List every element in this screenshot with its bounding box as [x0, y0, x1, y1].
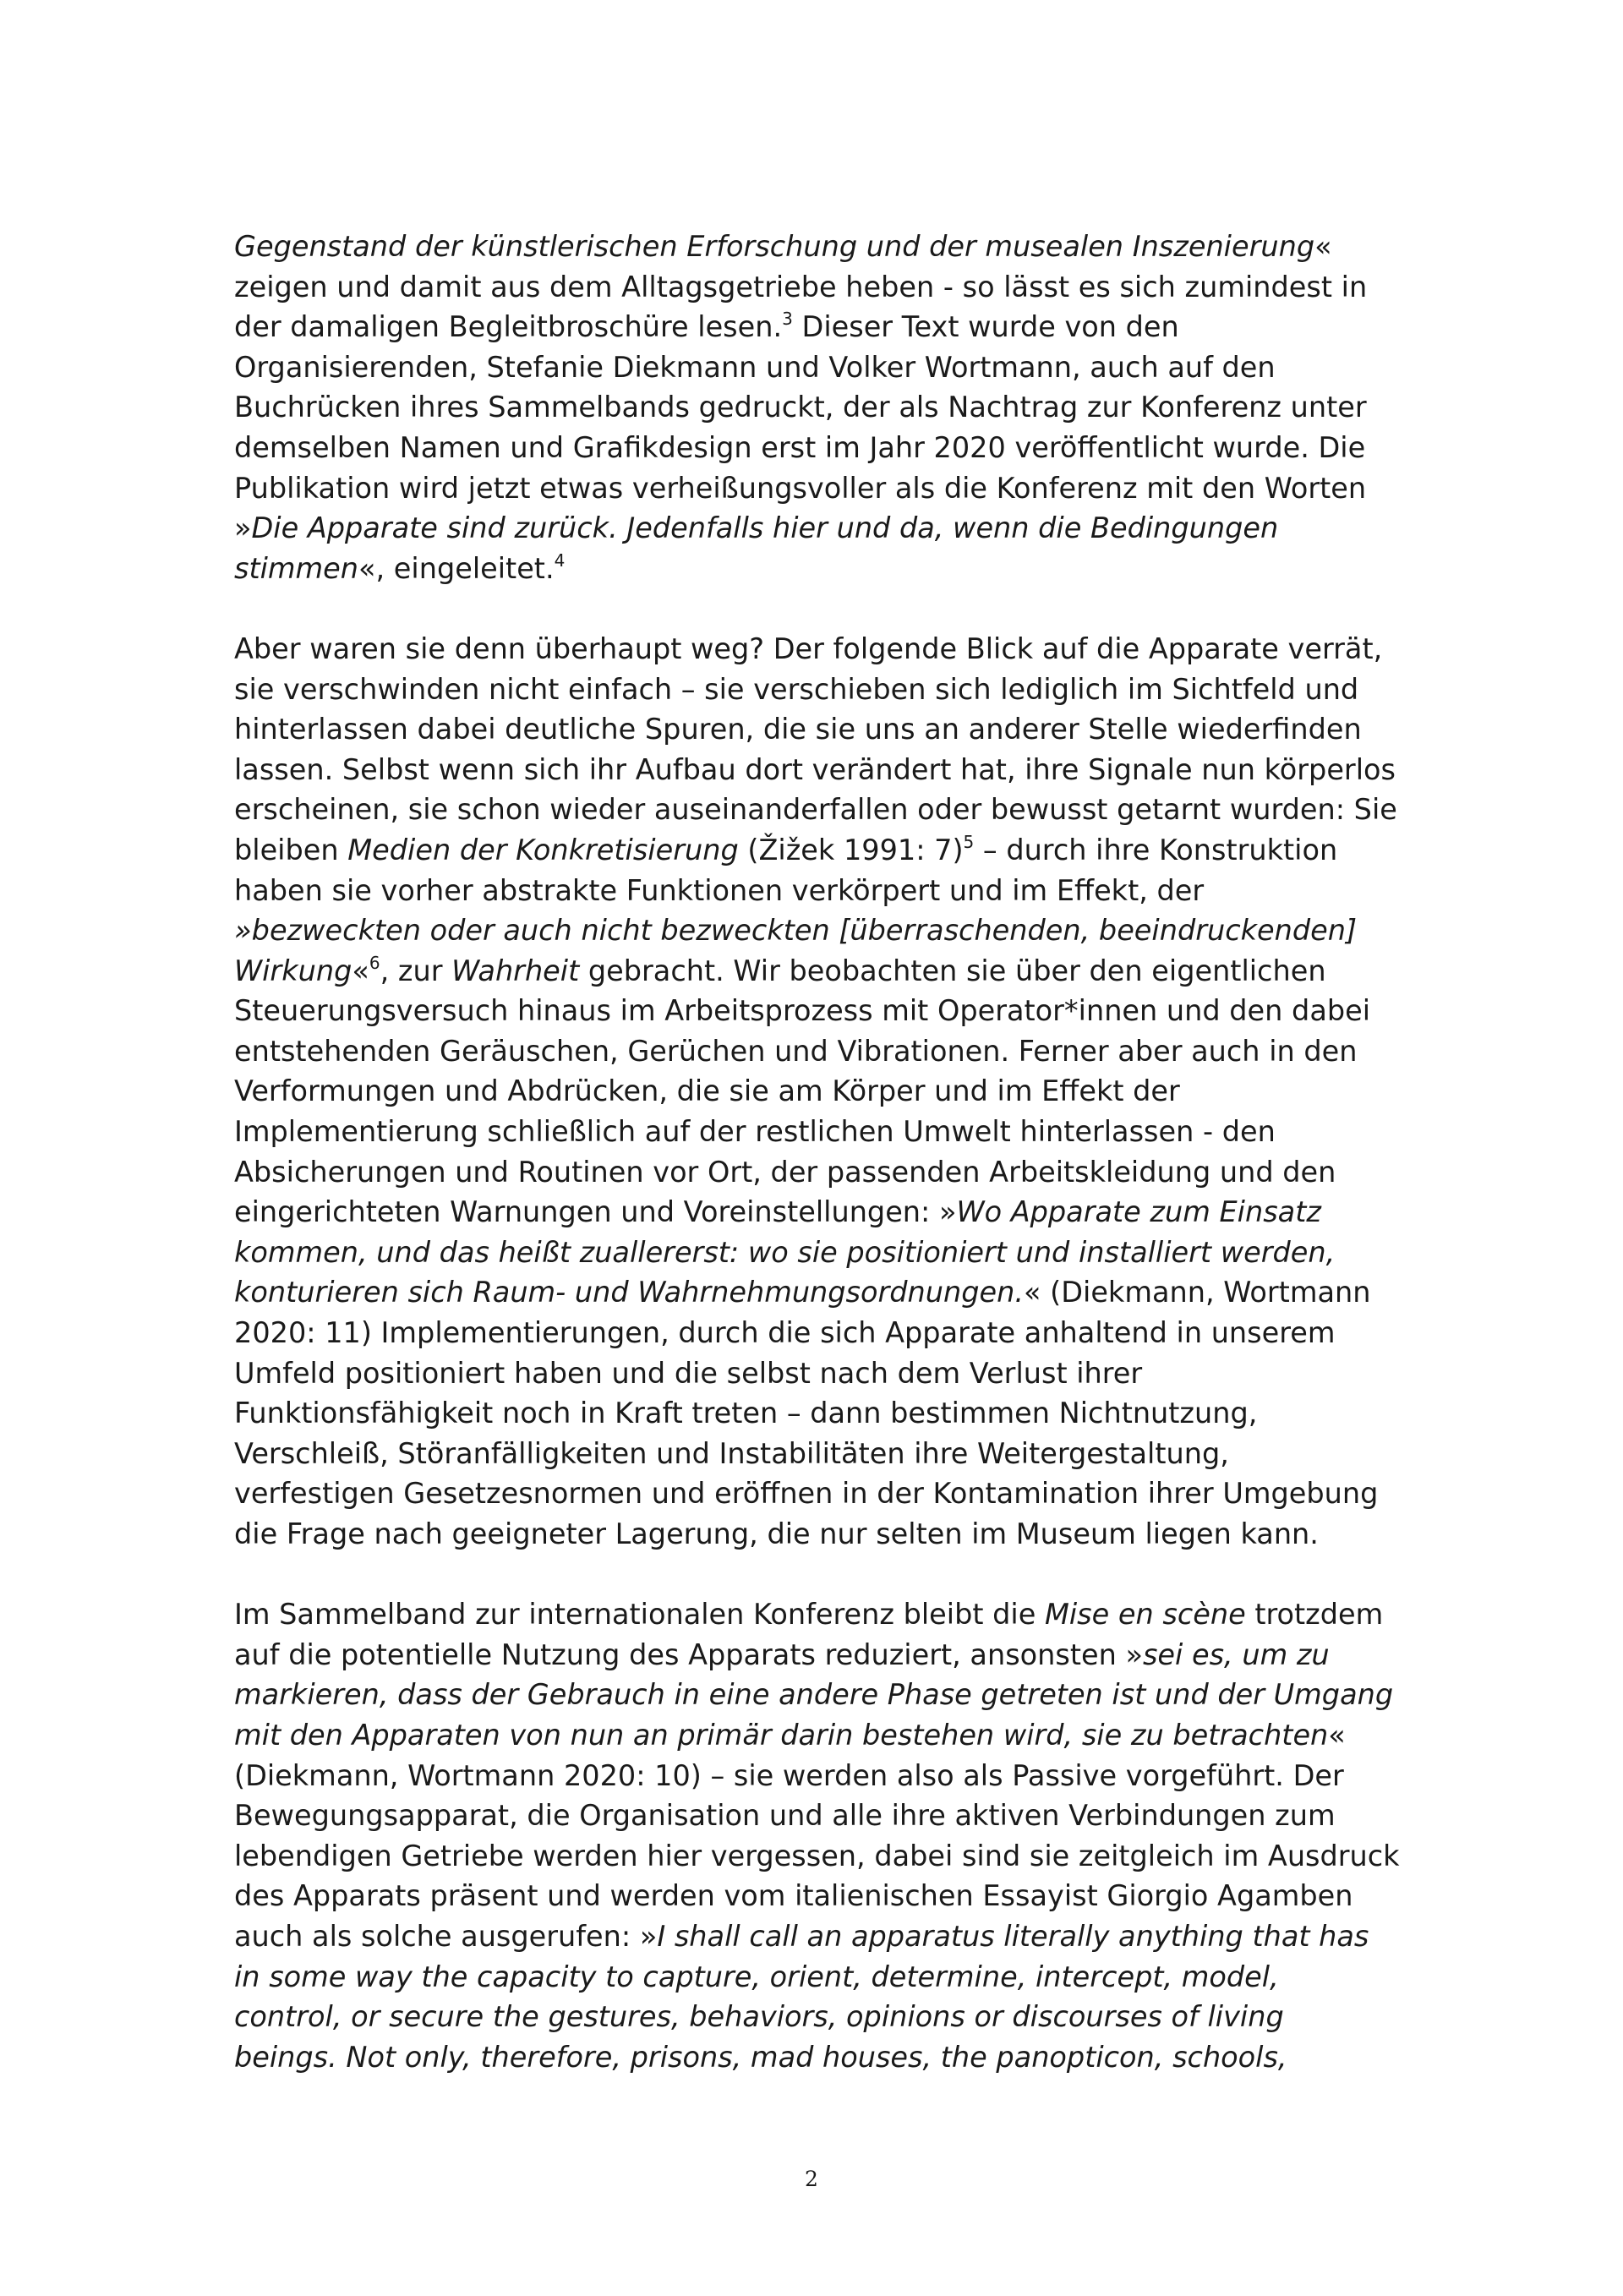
text-line — [234, 629, 1409, 670]
text-line — [234, 1836, 1409, 1877]
text-run: Umfeld positioniert haben und die selbst nach dem Verlust ihrer — [234, 1356, 1143, 1390]
italic-run: Wirkung — [234, 954, 352, 987]
text-line — [234, 1473, 1409, 1514]
text-run: Dieser Text wurde von den — [792, 310, 1179, 344]
text-line — [234, 1031, 1409, 1072]
text-run: eingerichteten Warnungen und Voreinstellungen: » — [234, 1195, 957, 1229]
text-line — [234, 1112, 1409, 1152]
text-line — [234, 1272, 1409, 1313]
text-run: zeigen und damit aus dem Alltagsgetriebe heben - so lässt es sich zumindest in — [234, 270, 1368, 303]
text-line — [234, 951, 1409, 992]
text-run: Bewegungsapparat, die Organisation und alle ihre aktiven Verbindungen zum — [234, 1799, 1336, 1833]
italic-run: konturieren sich Raum- und Wahrnehmungsordnungen. — [234, 1276, 1024, 1309]
paragraph — [234, 227, 1409, 588]
italic-run: Mise en scène — [1044, 1598, 1246, 1632]
text-line — [234, 1353, 1409, 1394]
text-run: auch als solche ausgerufen: » — [234, 1919, 658, 1953]
text-run: des Apparats präsent und werden vom italienischen Essayist Giorgio Agamben — [234, 1879, 1353, 1913]
text-line — [234, 468, 1409, 509]
text-line — [234, 750, 1409, 790]
italic-run: kommen, und das heißt zuallererst: wo sie positioniert und installiert werden, — [234, 1235, 1336, 1269]
italic-run: control, or secure the gestures, behaviors, opinions or discourses of living — [234, 2000, 1284, 2034]
text-run: » — [234, 511, 252, 545]
italic-run: »bezweckten oder auch nicht bezweckten [überraschenden, beeindruckenden] — [234, 914, 1358, 948]
text-line — [234, 991, 1409, 1031]
text-run: « (Diekmann, Wortmann — [1024, 1276, 1371, 1309]
text-run: Publikation wird jetzt etwas verheißungsvoller als die Konferenz mit den Worten — [234, 471, 1367, 505]
text-line — [234, 508, 1409, 549]
italic-run: Gegenstand der künstlerischen Erforschung und der musealen Inszenierung — [234, 230, 1315, 263]
text-run: Buchrücken ihres Sammelbands gedruckt, der als Nachtrag zur Konferenz unter — [234, 391, 1367, 424]
text-run: – durch ihre Konstruktion — [974, 833, 1338, 866]
italic-run: stimmen — [234, 551, 359, 585]
paragraph — [234, 1594, 1409, 2077]
paragraph-gap — [234, 1555, 1409, 1595]
text-line — [234, 1594, 1409, 1635]
text-run: « — [1314, 230, 1332, 263]
italic-run: I shall call an apparatus literally anything that has — [657, 1919, 1369, 1953]
italic-run: beings. Not only, therefore, prisons, mad houses, the panopticon, schools, — [234, 2040, 1287, 2074]
text-run: verfestigen Gesetzesnormen und eröffnen in der Kontamination ihrer Umgebung — [234, 1477, 1379, 1511]
text-run: sie verschwinden nicht einfach – sie verschieben sich lediglich im Sichtfeld und — [234, 672, 1359, 706]
italic-run: Wahrheit — [451, 954, 580, 987]
text-line — [234, 1071, 1409, 1112]
italic-run: Medien der Konkretisierung — [347, 833, 739, 866]
footnote-marker: 5 — [963, 831, 975, 852]
text-line — [234, 428, 1409, 468]
text-run: gebracht. Wir beobachten sie über den eigentlichen — [579, 954, 1326, 987]
text-line — [234, 1233, 1409, 1273]
italic-run: mit den Apparaten von nun an primär darin bestehen wird, sie zu betrachten — [234, 1718, 1329, 1752]
text-run: Aber waren sie denn überhaupt weg? Der folgende Blick auf die Apparate verrät, — [234, 631, 1383, 665]
text-line — [234, 1756, 1409, 1796]
text-run: erscheinen, sie schon wieder auseinanderfallen oder bewusst getarnt wurden: Sie — [234, 793, 1397, 827]
text-line — [234, 709, 1409, 750]
text-run: (Diekmann, Wortmann 2020: 10) – sie werden also als Passive vorgeführt. Der — [234, 1758, 1344, 1792]
paragraph-gap — [234, 588, 1409, 629]
text-run: die Frage nach geeigneter Lagerung, die nur selten im Museum liegen kann. — [234, 1517, 1319, 1550]
text-line — [234, 1715, 1409, 1756]
text-line — [234, 227, 1409, 267]
text-line — [234, 387, 1409, 428]
text-run: demselben Namen und Grafikdesign erst im Jahr 2020 veröffentlicht wurde. Die — [234, 430, 1366, 464]
text-run: hinterlassen dabei deutliche Spuren, die sie uns an anderer Stelle wiederfinden — [234, 713, 1362, 746]
text-run: , zur — [380, 954, 452, 987]
text-run: Verschleiß, Störanfälligkeiten und Instabilitäten ihre Weitergestaltung, — [234, 1436, 1229, 1470]
text-line — [234, 1876, 1409, 1916]
text-run: haben sie vorher abstrakte Funktionen verkörpert und im Effekt, der — [234, 873, 1205, 907]
text-line — [234, 1635, 1409, 1676]
footnote-marker: 4 — [554, 549, 566, 571]
text-run: « — [352, 954, 369, 987]
text-line — [234, 1997, 1409, 2037]
paragraph — [234, 629, 1409, 1555]
text-run: bleiben — [234, 833, 348, 866]
text-line — [234, 549, 1409, 589]
text-run: Steuerungsversuch hinaus im Arbeitsprozess mit Operator*innen und den dabei — [234, 994, 1371, 1028]
text-line — [234, 670, 1409, 710]
text-line — [234, 307, 1409, 347]
text-run: 2020: 11) Implementierungen, durch die sich Apparate anhaltend in unserem — [234, 1316, 1336, 1350]
text-run: der damaligen Begleitbroschüre lesen. — [234, 310, 783, 344]
text-line — [234, 1192, 1409, 1233]
text-run: Funktionsfähigkeit noch in Kraft treten – dann bestimmen Nichtnutzung, — [234, 1397, 1258, 1430]
text-line — [234, 1957, 1409, 1998]
text-run: Implementierung schließlich auf der restlichen Umwelt hinterlassen - den — [234, 1115, 1276, 1149]
text-line — [234, 1152, 1409, 1193]
text-run: Organisierenden, Stefanie Diekmann und Volker Wortmann, auch auf den — [234, 350, 1276, 384]
text-run: lassen. Selbst wenn sich ihr Aufbau dort verändert hat, ihre Signale nun körperlos — [234, 752, 1396, 786]
text-run: (Žižek 1991: 7) — [738, 833, 964, 866]
text-line — [234, 1916, 1409, 1957]
text-line — [234, 1434, 1409, 1474]
text-line — [234, 790, 1409, 830]
text-run: Absicherungen und Routinen vor Ort, der passenden Arbeitskleidung und den — [234, 1155, 1336, 1189]
text-run: Im Sammelband zur internationalen Konferenz bleibt die — [234, 1598, 1045, 1632]
text-line — [234, 1514, 1409, 1555]
page-number: 2 — [805, 2167, 818, 2191]
text-run: Verformungen und Abdrücken, die sie am Körper und im Effekt der — [234, 1074, 1180, 1108]
text-line — [234, 347, 1409, 388]
text-run: entstehenden Geräuschen, Gerüchen und Vibrationen. Ferner aber auch in den — [234, 1034, 1358, 1068]
text-run: lebendigen Getriebe werden hier vergessen, dabei sind sie zeitgleich im Ausdruck — [234, 1839, 1400, 1872]
text-line — [234, 871, 1409, 911]
text-line — [234, 1796, 1409, 1836]
text-run: trotzdem — [1245, 1598, 1384, 1632]
italic-run: markieren, dass der Gebrauch in eine andere Phase getreten ist und der Umgang — [234, 1678, 1394, 1712]
italic-run: in some way the capacity to capture, orient, determine, intercept, model, — [234, 1960, 1279, 1993]
italic-run: sei es, um zu — [1142, 1637, 1330, 1671]
text-run: «, eingeleitet. — [358, 551, 555, 585]
body-text — [234, 227, 1409, 2077]
text-line — [234, 910, 1409, 951]
footnote-marker: 3 — [782, 309, 793, 330]
text-line — [234, 2037, 1409, 2078]
text-line — [234, 1675, 1409, 1715]
text-line — [234, 267, 1409, 308]
text-run: « — [1328, 1718, 1346, 1752]
italic-run: Wo Apparate zum Einsatz — [956, 1195, 1321, 1229]
text-line — [234, 1393, 1409, 1434]
text-line — [234, 830, 1409, 871]
text-line — [234, 1313, 1409, 1353]
italic-run: Die Apparate sind zurück. Jedenfalls hier und da, wenn die Bedingungen — [251, 511, 1279, 545]
text-run: auf die potentielle Nutzung des Apparats reduziert, ansonsten » — [234, 1637, 1143, 1671]
footnote-marker: 6 — [369, 952, 380, 973]
